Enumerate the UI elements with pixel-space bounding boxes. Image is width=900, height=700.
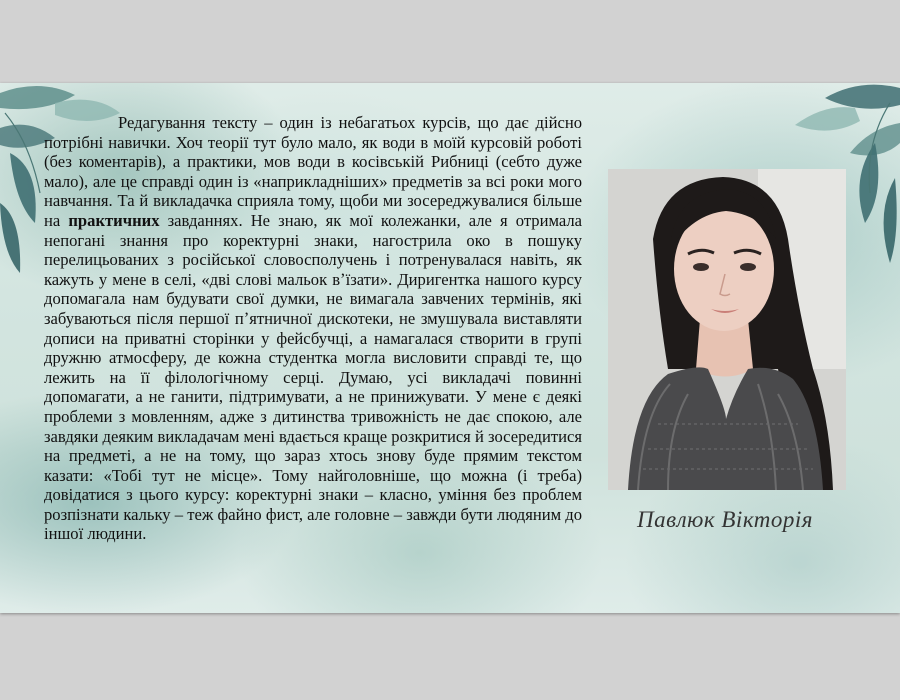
body-text-part-1: Редагування тексту – один із небагатьох курсів, що дає дійсно потрібні навички. Хоч теорії тут було мало, як води в моїй курсовій роботі (без коментарів), а практики, мов води в косівській Рибниці (себто дуже мало), але це справді один із «наприкладніших» предметів за всі роки мого навчання. Та й викладачка сприяла тому, щоби ми зосереджувалися більше на xyxy=(44,113,582,230)
slide-body-text xyxy=(44,113,582,544)
author-name: Павлюк Вікторія xyxy=(637,507,813,532)
body-text-bold-word: практичних xyxy=(68,210,160,230)
slide xyxy=(0,83,900,613)
body-text-part-2: завданнях. Не знаю, як мої колежанки, але я отримала непогані знання про коректурні знаки, нагострила око в пошуку перелицьованих з російської словосполучень і потренувалася навіть, як кажуть у мене в селі, «дві слові мальок вʼїзати». Диригентка нашого курсу допомагала нам будувати свої думки, не вимагала завчених термінів, які забуваються після першої пʼятничної дискотеки, не змушувала виставляти дописи на приватні сторінки у фейсбучці, а намагалася створити в групі дружню атмосферу, де кожна студентка могла висловити справді те, що лежить на її філологічному серці. Думаю, усі викладачі повинні допомагати, а не ганити, підтримувати, а не принижувати. У мене є деякі проблеми з мовленням, адже з дитинства тривожність не дає спокою, але завдяки деяким викладачам мені вдається краще розкритися й зосередитися на предметі, а не на тому, що зараз хтось знову буде прямим текстом казати: «Тобі тут не місце». Тому найголовніше, що можна (і треба) довідатися з цього курсу: коректурні знаки – класно, уміння без проблем розпізнати кальку – теж файно фист, але головне – завжди бути людяним до іншої людини. xyxy=(44,210,582,544)
author-photo xyxy=(608,169,846,490)
